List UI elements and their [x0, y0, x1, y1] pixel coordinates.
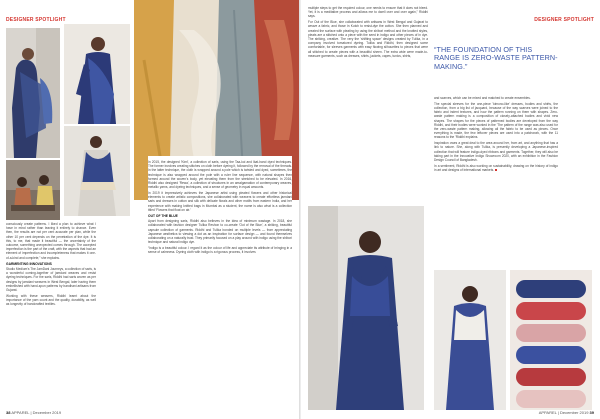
section-heading: OUT OF THE BLUE — [148, 214, 178, 219]
folio — [539, 410, 594, 415]
paragraph: The special sleeves for the one-piece 'kimono-like' dresses, bodies and shirts, the collection, from a big list of jacquard, because of the way scarves were joined to the fabric and indent textures, and how the pattern running on them with shapes. Zero-waste pattern making is a composition of closely-attached bodies and vivid new shapes. The shapes for the pieces of patterned bodies are developed from the way Riddhi, and their bodies were worked in the 'The pattern of the range was also used for the zero-waste pattern making, allowing all the fabric to be used as pieces. Once everything is made, the few leftover pieces are used into a patchwork, with the 11 reasons to the 'Riddhi explains. — [434, 101, 558, 140]
right-page — [300, 0, 600, 419]
spine-divider — [299, 0, 301, 419]
photo-model-shawl-art — [64, 126, 130, 216]
text-column-left — [6, 222, 96, 410]
photo-workshop-art — [6, 160, 60, 220]
folio-text: APPAREL | December 2019 — [11, 410, 62, 415]
text-column-right — [434, 96, 558, 264]
paragraph: In 2019 it impressively achieves the Japanese artist using pleated flowers and other historical elements to create artistic compositions, she collaborated with weavers to create effortless jamdani saris and dresses in cotton and silk with delicate florals and other motifs from eastern India, and her experience with making knitted bags in Mumbai as a student, the name is also what is a collection titled 'Flowers that float on air.' — [148, 191, 292, 212]
text-column-top — [308, 6, 428, 202]
photo-workshop — [6, 160, 60, 220]
pull-quote — [434, 46, 558, 71]
photo-model-indigo-dress — [308, 206, 424, 410]
page-number: 38 — [6, 410, 11, 415]
folio-text: APPAREL | December 2019 — [538, 410, 589, 415]
folio — [6, 410, 61, 415]
text-column-middle — [148, 156, 292, 412]
paragraph: Apart from designing saris, Riddhi also believes in the idea of minimum wastage. In 2018, she collaborated with fashion designer Tulika Reshon to co-create 'Out of the Blue', a striking, beautiful capsule collection of garments. Riddhi and Tulika bonded on multiple levels — from appreciating Japanese aesthetics to viewing a dot as an inspiration for surface design — and found themselves collaborating on a naturally trust. They primarily focused on a play around with indigo using the shibori technique and natural indigo dye. — [148, 219, 292, 245]
section-label: DESIGNER SPOTLIGHT — [6, 17, 66, 23]
paragraph: consciously create patterns. I liked a plan to achieve what I have in mind rather than leaving it entirely to chance. Even then, the results are not per cent accurate per plan, while the other 10 per cent depends on the penetration of the dye. It is this, to me, that made it beautiful — the uncertainty of the outcome, something unexpected comes through. The accepted imperfection is the part of the craft, with the aspects that had an element of imperfection and incompleteness that makes it one-of-a-kind and complete,” she explains. — [6, 222, 96, 260]
paragraph: For Out of the Blue, she collaborated with artisans in West Bengal and Gujarat to weave a fabric, and those in Kutch to resist-dye the cotton. She then planned and created the surface with pleating by using the shibori method and the knotted styles, pleats are a stitched onto a piece with the seed in indigo and other pieces of in dye. The striking, creative. The very the 'shifting space' designs created by Tulika, in a company involved tomatured dyeing. Tulika and Riddhi, then designed some comfortable, for sleeves garments with easy flowing silhouettes to pieces that were all stitched to create pieces with a beautiful sheen. The extra wide were made-to-measure garments, such as dresses, shirts, jackets, capes, tunics, shirts, — [308, 20, 428, 58]
photo-fabric-rolls-art — [510, 270, 592, 410]
section-heading: GARMENTING INNOVATIONS — [6, 261, 52, 266]
pull-quote-text: “THE FOUNDATION OF THIS RANGE IS ZERO-WASTE PATTERN-MAKING.” — [434, 45, 558, 71]
section-label: DESIGNER SPOTLIGHT — [534, 17, 594, 23]
photo-designer-drape — [6, 28, 60, 158]
paragraph-text: In a sentiment, Riddhi is also working on sustainability, drawing on the history of indigo in art and designs of international markets. — [434, 163, 558, 173]
photo-model-indigo-dress-art — [308, 206, 424, 410]
photo-model-scarf-art — [434, 270, 506, 410]
photo-fabric-rolls — [510, 270, 592, 410]
photo-model-scarf — [434, 270, 506, 410]
paragraph: In 2015, the designed 'Kimi', a collection of saris, using the Taa-koi and Ikat-hand dyed techniques. The former involves creating stitches on cloth before dyeing it, followed by the removal of the threads. In the latter technique, the cloth is wrapped around a pole which is twisted and dyed, sometimes, the technique is also wrapped around the pole with a ruler line sequence, with natural shapes then formed around the woven's body, yet elevating them from the stretched to be elevated. In 2016, Riddhi also designed 'Rewa', a collection of structures in an amalgamation of contemporary weaves, metallic yarns, and dyeing techniques, and a sense of geometry in equal amounts. — [148, 160, 292, 190]
photo-model-indigo — [64, 24, 130, 124]
end-mark-icon — [495, 169, 497, 171]
paragraph: “Indigo is a beautiful colour. I regard it as the colour of life and appreciate its attribute of bringing in a sense of calmness. Dyeing cloth with indigo is a rigorous process, it involves — [148, 246, 292, 255]
photo-designer-drape-art — [6, 28, 60, 158]
paragraph: Working with these weavers, Riddhi learnt about the importance of the yarn count and the quality, durability, as well as longevity of handcrafted textiles. — [6, 293, 96, 307]
paragraph: multiple steps to get the required colour, one needs to ensure that it does not bleed. Yet, it is a meditative process and allows me to dwell over and over again,” Riddhi says. — [308, 6, 428, 19]
paragraph: Studio Medium's The JamDani Journeys, a collection of saris, is a wonderful coming-together of jamdani weaves and resist dyeing techniques. For the saris, Riddhi had saris woven as per designs by jamdani weavers in West Bengal, later having them embellished with hand-spun patterns by bandhani artisans from Gujarat. — [6, 267, 96, 293]
paragraph — [434, 164, 558, 172]
photo-model-indigo-art — [64, 24, 130, 124]
paragraph: and scarves, which can be mixed and matched to create ensembles. — [434, 96, 531, 100]
photo-model-shawl — [64, 126, 130, 216]
paragraph: Inspiration owes a great deal to the area around her, from art, and anything that has a link to nature. She, along with Tulika, is presently developing a Japanese-inspired collection that will feature indigo-dyed ribbons and garments. Together, they will also be taking part in the Innovative Indigo Showroom 2020, with an exhibition in the Fashion Design Council of Bangladesh. — [434, 141, 558, 163]
page-number: 39 — [589, 410, 594, 415]
